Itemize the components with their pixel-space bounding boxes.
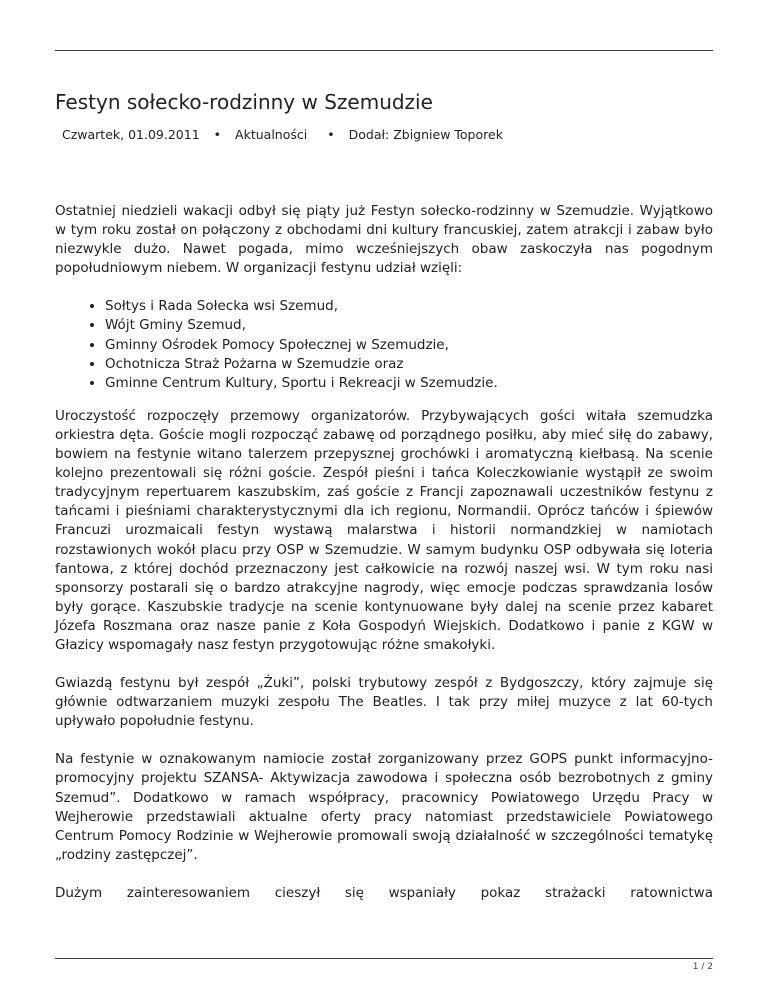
list-item: • Gminny Ośrodek Pomocy Społecznej w Szemudzie, [105, 336, 713, 355]
article-category: Aktualności [235, 127, 308, 142]
article-title: Festyn sołecko-rodzinny w Szemudzie [55, 90, 433, 114]
meta-separator: • [327, 127, 335, 142]
article-paragraph: Na festynie w oznakowanym namiocie został zorganizowany przez GOPS punkt informacyjno-promocyjny projektu SZANSA- Aktywizacja zawodowa i społeczna osób bezrobotnych z gminy Szemud”. Dodatkowo w ramach współpracy, pracownicy Powiatowego Urzędu Pracy w Wejherowie przedstawiali aktualne oferty pracy natomiast przedstawiciele Powiatowego Centrum Pomocy Rodzinie w Wejherowie promowali swoją działalność w szczególności tematykę „rodziny zastępczej”. [55, 751, 713, 863]
article-meta [62, 127, 503, 142]
article-date: Czwartek, 01.09.2011 [62, 127, 200, 142]
article-paragraph: Gwiazdą festynu był zespół „Żuki”, polski trybutowy zespół z Bydgoszczy, który zajmuje się głównie odtwarzaniem muzyki zespołu The Beatles. I tak przy miłej muzyce z lat 60-tych upływało popołudnie festynu. [55, 675, 713, 730]
list-item: • Wójt Gminy Szemud, [105, 316, 713, 335]
footer-rule [55, 958, 713, 959]
article-body [55, 202, 713, 903]
list-item: • Sołtys i Rada Sołecka wsi Szemud, [105, 297, 713, 316]
organizers-list [55, 297, 713, 392]
list-item: • Ochotnicza Straż Pożarna w Szemudzie oraz [105, 355, 713, 374]
header-rule [55, 50, 713, 51]
article-intro: Ostatniej niedzieli wakacji odbył się piąty już Festyn sołecko-rodzinny w Szemudzie. Wyjątkowo w tym roku został on połączony z obchodami dni kultury francuskiej, zatem atrakcji i zabaw było niezwykle dużo. Nawet pogada, mimo wcześniejszych obaw zaskoczyła nas pogodnym popołudniowym niebem. W organizacji festynu udział wzięli: [55, 203, 713, 277]
meta-separator: • [213, 127, 222, 142]
article-paragraph: Uroczystość rozpoczęły przemowy organizatorów. Przybywających gości witała szemudzka orkiestra dęta. Goście mogli rozpocząć zabawę od porządnego posiłku, aby mieć siłę do zabawy, bowiem na festynie witano talerzem przepysznej grochówki i aromatyczną kiełbasą. Na scenie kolejno prezentowali się różni goście. Zespół pieśni i tańca Koleczkowianie wystąpił ze swoim tradycyjnym repertuarem kaszubskim, zaś goście z Francji zapoznawali uczestników festynu z tańcami i pieśniami charakterystycznymi dla ich regionu, Normandii. Oprócz tańców i śpiewów Francuzi urozmaicali festyn wystawą malarstwa i historii normandzkiej w namiotach rozstawionych wokół placu przy OSP w Szemudzie. W samym budynku OSP odbywała się loteria fantowa, z której dochód przeznaczony jest całkowicie na rozwój naszej wsi. W tym roku nasi sponsorzy postarali się o bardzo atrakcyjne nagrody, więc emocje podczas sprawdzania losów były gorące. Kaszubskie tradycje na scenie kontynuowane były dalej na scenie przez kabaret Józefa Roszmana oraz nasze panie z Koła Gospodyń Wiejskich. Dodatkowo i panie z KGW w Głazicy wspomagały nasz festyn przygotowując różne smakołyki. [55, 407, 713, 653]
page-number: 1 / 2 [692, 962, 713, 972]
article-paragraph: Dużym zainteresowaniem cieszył się wspaniały pokaz strażacki ratownictwa [55, 884, 713, 901]
list-item: • Gminne Centrum Kultury, Sportu i Rekreacji w Szemudzie. [105, 374, 713, 393]
article-author: Dodał: Zbigniew Toporek [348, 127, 503, 142]
